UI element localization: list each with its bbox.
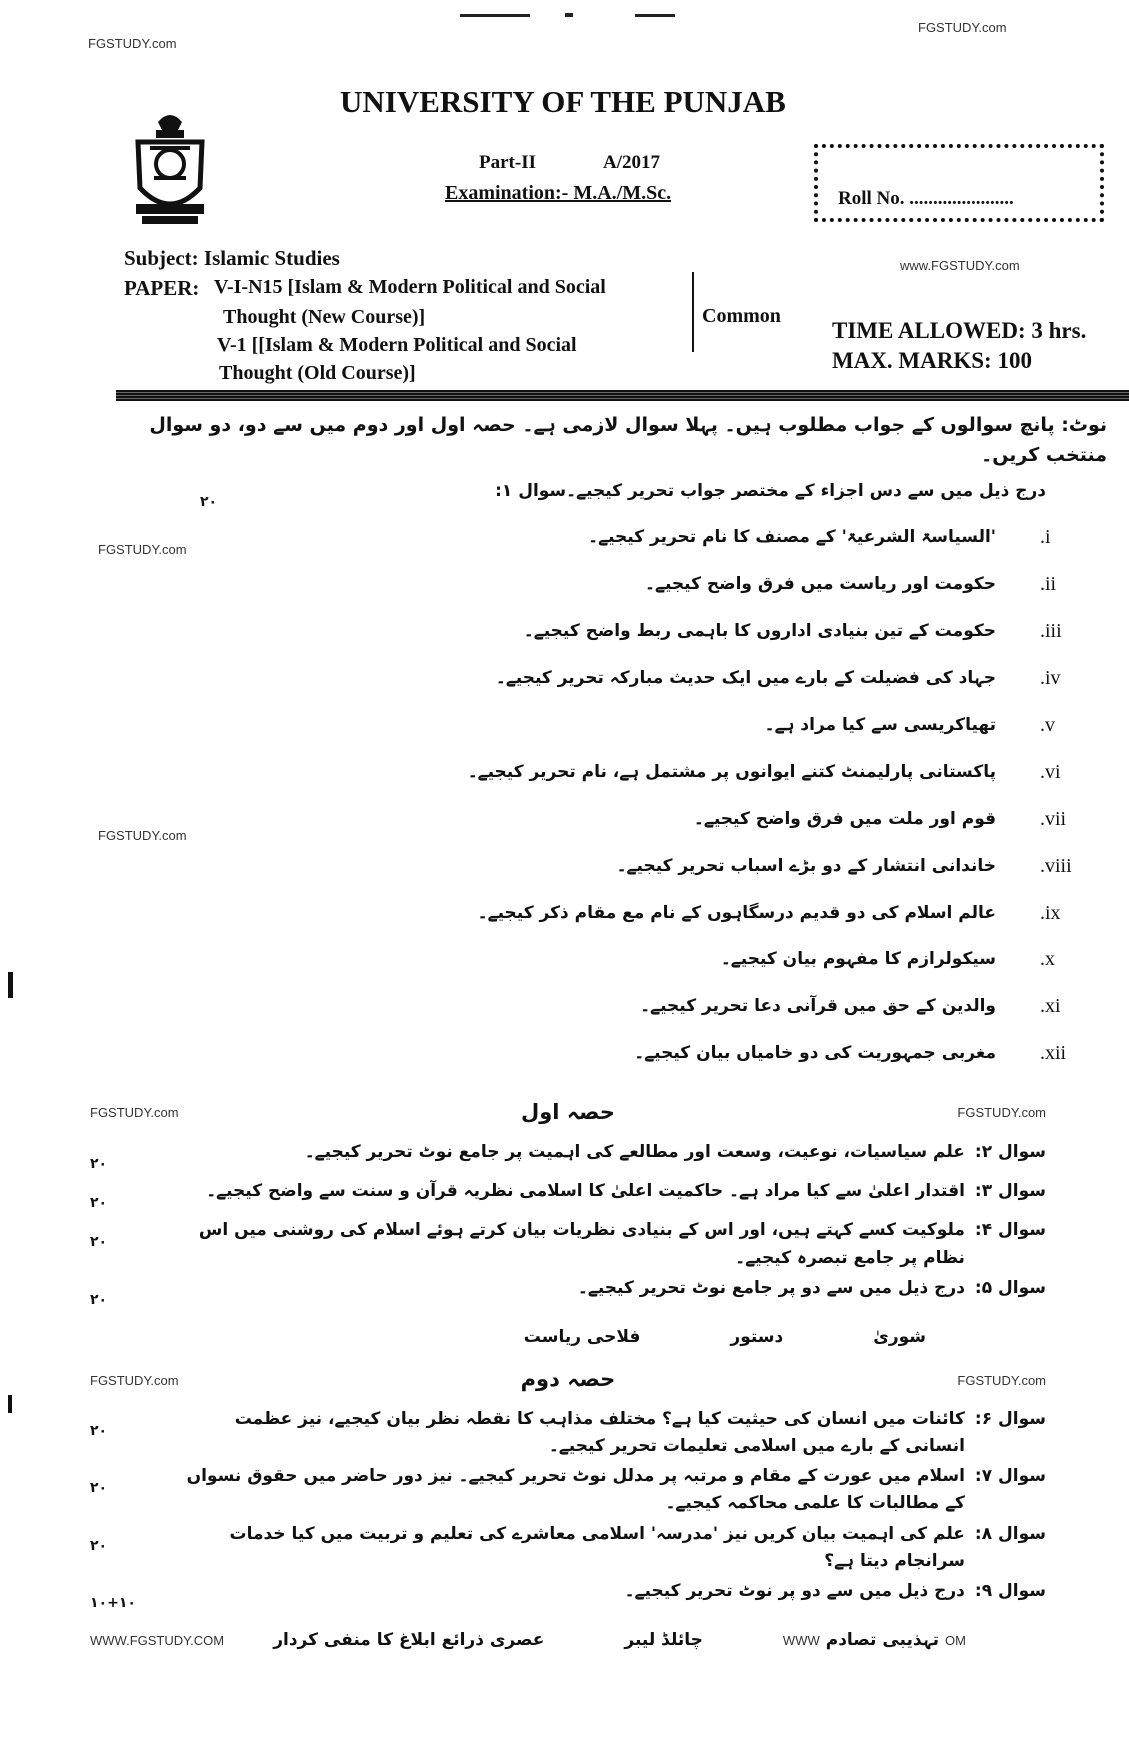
question-marks: ۲۰ <box>90 1291 108 1308</box>
question-label: سوال ۱: <box>495 481 567 501</box>
watermark: WWW.FGSTUDY.COM <box>90 1632 225 1648</box>
section-2-title: حصہ دوم <box>520 1367 616 1392</box>
question-section2-4 <box>90 1578 1046 1614</box>
divider <box>692 272 694 352</box>
question-text: کائنات میں انسان کی حیثیت کیا ہے؟ مختلف مذاہب کا نقطہ نظر بیان کیجیے، نیز عظمت انسانی کے بارے میں اسلامی تعلیمات تحریر کیجیے۔ <box>234 1408 965 1457</box>
q9-option: تہذیبی تصادم <box>825 1630 940 1651</box>
question-marks: ۲۰ <box>90 1194 108 1211</box>
question-label: سوال ۷: <box>974 1466 1046 1487</box>
item-number: .x <box>1040 948 1055 970</box>
q9-option: عصری ذرائع ابلاغ کا منفی کردار <box>273 1630 545 1651</box>
question-label: سوال ۶: <box>974 1408 1046 1429</box>
q5-option: فلاحی ریاست <box>523 1327 641 1348</box>
time-allowed: TIME ALLOWED: 3 hrs. <box>832 318 1087 343</box>
item-number: .i <box>1040 526 1051 548</box>
question-marks: ۲۰ <box>90 1155 108 1172</box>
item-number: .ix <box>1040 902 1061 924</box>
watermark: FGSTUDY.com <box>918 20 1007 35</box>
max-marks: MAX. MARKS: 100 <box>832 348 1032 373</box>
question-section2-1 <box>90 1406 1046 1460</box>
watermark: FGSTUDY.com <box>98 828 187 843</box>
question-text: درج ذیل میں سے دو پر جامع نوٹ تحریر کیجیے۔ <box>577 1277 965 1298</box>
question-marks: ۱۰+۱۰ <box>90 1595 136 1612</box>
paper-line: Thought (Old Course)] <box>219 362 416 384</box>
question-label: سوال ۴: <box>974 1220 1046 1241</box>
question-text: درج ذیل میں سے دس اجزاء کے مختصر جواب تحریر کیجیے۔ <box>566 481 1046 501</box>
question-section1-2 <box>90 1178 1046 1214</box>
roll-no-label: Roll No. ...................... <box>838 188 1014 209</box>
item-text: مغربی جمہوریت کی دو خامیاں بیان کیجیے۔ <box>634 1043 996 1063</box>
question-section2-2 <box>90 1463 1046 1517</box>
scan-mark <box>460 14 530 17</box>
q5-options <box>90 1324 1046 1351</box>
university-crest-logo <box>128 108 212 230</box>
paper-label: PAPER: <box>124 276 200 300</box>
item-number: .xi <box>1040 995 1061 1017</box>
question-text: اسلام میں عورت کے مقام و مرتبہ پر مدلل نوٹ تحریر کیجیے۔ نیز دور حاضر میں حقوق نسواں کے مطالبات کا علمی محاکمہ کیجیے۔ <box>186 1466 965 1514</box>
q9-option: چائلڈ لیبر <box>624 1630 703 1651</box>
scan-mark <box>8 972 13 998</box>
question-section1-3 <box>90 1217 1046 1271</box>
question-1 <box>485 478 1046 505</box>
question-marks: ۲۰ <box>90 1480 108 1497</box>
question-label: سوال ۸: <box>974 1523 1046 1544</box>
paper-line: V-I-N15 [Islam & Modern Political and Social <box>214 276 606 298</box>
sections <box>90 1092 1046 1663</box>
item-text: خاندانی انتشار کے دو بڑے اسباب تحریر کیجیے۔ <box>616 856 996 876</box>
examination-label: Examination:- M.A./M.Sc. <box>445 182 672 204</box>
watermark: FGSTUDY.com <box>88 36 177 51</box>
item-text: تھیاکریسی سے کیا مراد ہے۔ <box>764 715 996 735</box>
part-label: Part-II <box>479 152 536 173</box>
watermark: www.FGSTUDY.com <box>900 258 1020 273</box>
watermark: FGSTUDY.com <box>957 1105 1046 1121</box>
question-section1-1 <box>90 1139 1046 1175</box>
question-marks: ۲۰ <box>90 1537 108 1554</box>
roll-no-box[interactable] <box>814 144 1104 222</box>
item-number: .viii <box>1040 855 1072 877</box>
question-label: سوال ۲: <box>974 1141 1046 1162</box>
item-number: .vii <box>1040 808 1067 830</box>
watermark: OM <box>945 1632 966 1648</box>
question-text: علم کی اہمیت بیان کریں نیز 'مدرسہ' اسلامی معاشرے کی تعلیم و تربیت میں کیا خدمات سرانجام دیتا ہے؟ <box>229 1523 965 1571</box>
instructions-note: نوٹ: پانچ سوالوں کے جواب مطلوب ہیں۔ پہلا سوال لازمی ہے۔ حصہ اول اور دوم میں سے دو، دو سوال منتخب کریں۔ <box>149 414 1107 467</box>
question-marks: ۲۰ <box>90 1422 108 1439</box>
item-number: .v <box>1040 714 1055 736</box>
q9-option-list <box>273 1627 966 1654</box>
watermark: FGSTUDY.com <box>98 542 187 557</box>
item-text: حکومت اور ریاست میں فرق واضح کیجیے۔ <box>645 574 996 594</box>
question-label: سوال ۳: <box>974 1180 1046 1201</box>
item-number: .iv <box>1040 667 1061 689</box>
question-marks: ۲۰ <box>200 494 218 510</box>
item-text: والدین کے حق میں قرآنی دعا تحریر کیجیے۔ <box>640 996 996 1016</box>
scan-mark <box>565 13 573 17</box>
paper-line: Thought (New Course)] <box>223 306 426 328</box>
subject-label: Subject: Islamic Studies <box>124 246 340 270</box>
question-text: ملوکیت کسے کہتے ہیں، اور اس کے بنیادی نظریات بیان کرتے ہوئے اسلام کی روشنی میں اس نظام پر جامع تبصرہ کیجیے۔ <box>198 1220 965 1268</box>
watermark: FGSTUDY.com <box>90 1372 179 1388</box>
item-number: .vi <box>1040 761 1061 783</box>
section-1-header <box>90 1096 1046 1130</box>
section-1-title: حصہ اول <box>521 1100 615 1124</box>
session-label: A/2017 <box>603 152 660 173</box>
item-text: جہاد کی فضیلت کے بارے میں ایک حدیث مبارکہ تحریر کیجیے۔ <box>495 668 996 688</box>
question-label: سوال ۵: <box>974 1277 1046 1298</box>
item-number: .iii <box>1040 620 1062 642</box>
question-marks: ۲۰ <box>90 1234 108 1251</box>
watermark: FGSTUDY.com <box>90 1105 179 1121</box>
scan-mark <box>635 14 675 17</box>
university-title: UNIVERSITY OF THE PUNJAB <box>340 84 786 119</box>
question-section2-3 <box>90 1521 1046 1575</box>
item-text: قوم اور ملت میں فرق واضح کیجیے۔ <box>693 809 996 829</box>
item-text: 'السیاسۃ الشرعیۃ' کے مصنف کا نام تحریر کیجیے۔ <box>588 527 996 547</box>
watermark: WWW <box>782 1632 820 1648</box>
q5-option: شوریٰ <box>873 1327 926 1348</box>
item-number: .xii <box>1040 1042 1067 1064</box>
header-rule <box>116 390 1129 401</box>
question-text: درج ذیل میں سے دو پر نوٹ تحریر کیجیے۔ <box>624 1581 965 1602</box>
question-section1-4 <box>90 1275 1046 1311</box>
q9-options <box>90 1627 1046 1654</box>
q5-option: دستور <box>730 1327 784 1348</box>
watermark: FGSTUDY.com <box>957 1372 1046 1388</box>
question-text: علم سیاسیات، نوعیت، وسعت اور مطالعے کی اہمیت پر جامع نوٹ تحریر کیجیے۔ <box>304 1141 965 1162</box>
scan-mark <box>8 1395 12 1413</box>
item-number: .ii <box>1040 573 1057 595</box>
common-label: Common <box>702 305 781 327</box>
item-text: عالم اسلام کی دو قدیم درسگاہوں کے نام مع مقام ذکر کیجیے۔ <box>477 903 996 923</box>
paper-line: V-1 [[Islam & Modern Political and Social <box>217 334 577 356</box>
item-text: پاکستانی پارلیمنٹ کتنے ایوانوں پر مشتمل ہے، نام تحریر کیجیے۔ <box>467 762 996 782</box>
q9-option-with-watermark <box>783 1627 966 1654</box>
section-2-header <box>90 1363 1046 1397</box>
item-text: سیکولرازم کا مفہوم بیان کیجیے۔ <box>720 949 996 969</box>
item-text: حکومت کے تین بنیادی اداروں کا باہمی ربط واضح کیجیے۔ <box>523 621 996 641</box>
question-text: اقتدار اعلیٰ سے کیا مراد ہے۔ حاکمیت اعلیٰ کا اسلامی نظریہ قرآن و سنت سے واضح کیجیے۔ <box>206 1180 965 1201</box>
question-label: سوال ۹: <box>974 1581 1046 1602</box>
